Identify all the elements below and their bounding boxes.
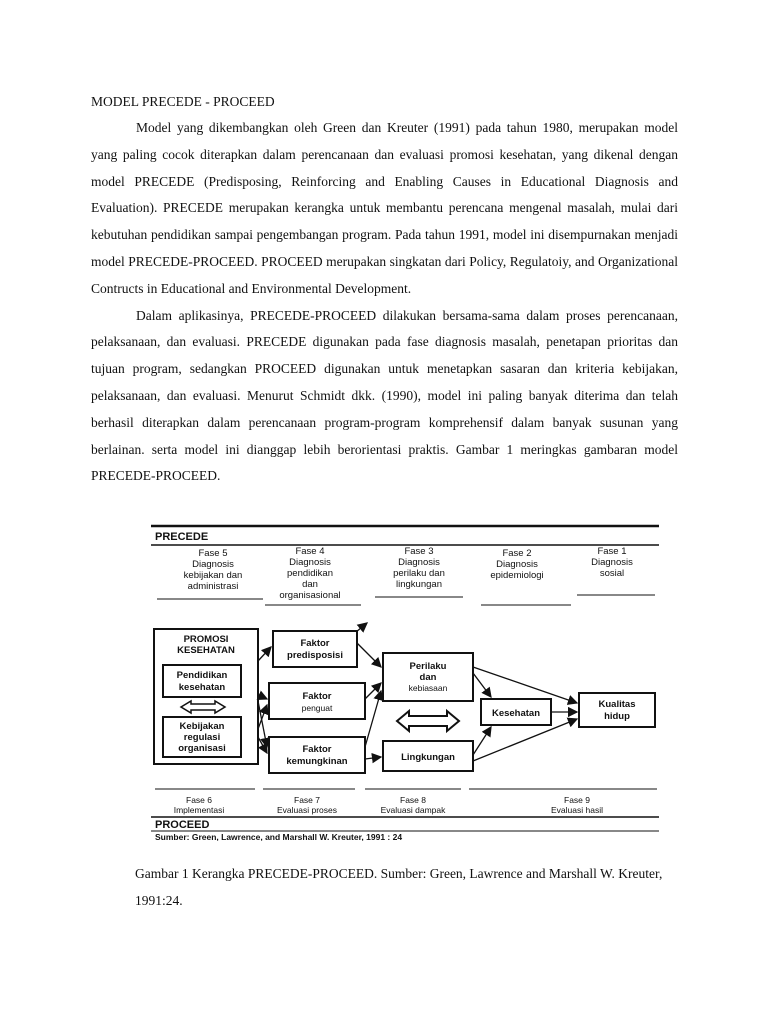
- phase-4-header: [265, 546, 361, 605]
- kemungkinan-label-1: Faktor: [302, 744, 332, 755]
- pendidikan-label-1: Pendidikan: [176, 670, 228, 681]
- document-title: MODEL PRECEDE - PROCEED: [91, 94, 275, 109]
- phase-6-footer: [155, 789, 255, 815]
- svg-text:Fase 1: Fase 1: [597, 546, 627, 557]
- svg-text:administrasi: administrasi: [187, 581, 239, 592]
- paragraph-2: Dalam aplikasinya, PRECEDE-PROCEED dilakukan bersama-sama dalam proses perencanaan, pelaksanaan, dan evaluasi. PRECEDE digunakan pada fase diagnosis masalah, penetapan prioritas dan tujuan program, sedangkan PROCEED digunakan untuk menetapkan sasaran dan kriteria kebijakan, pelaksanaan, dan evaluasi. Menurut Schmidt dkk. (1990), model ini paling banyak diterima dan telah berhasil diterapkan dalam perencanaan program-program komprehensif dalam banyak susunan yang berlainan. serta model ini dianggap lebih berorientasi praktis. Gambar 1 meringkas gambaran model PRECEDE-PROCEED.: [91, 307, 678, 484]
- svg-text:Diagnosis: Diagnosis: [192, 559, 234, 570]
- svg-text:Evaluasi dampak: Evaluasi dampak: [380, 805, 446, 815]
- svg-text:Fase 7: Fase 7: [294, 795, 320, 805]
- svg-text:Diagnosis: Diagnosis: [496, 559, 538, 570]
- kemungkinan-label-2: kemungkinan: [286, 756, 348, 767]
- svg-text:organisasional: organisasional: [279, 590, 341, 601]
- kebijakan-label-3: organisasi: [178, 743, 226, 754]
- svg-text:perilaku dan: perilaku dan: [393, 568, 445, 579]
- svg-text:Evaluasi proses: Evaluasi proses: [276, 805, 338, 815]
- svg-text:sosial: sosial: [599, 568, 625, 579]
- phase-2-header: [481, 548, 571, 605]
- predisposisi-label-2: predisposisi: [287, 650, 343, 661]
- interaction-arrow-icon: [397, 711, 459, 731]
- phase-8-footer: [365, 789, 461, 815]
- svg-text:Fase 4: Fase 4: [295, 546, 325, 557]
- phase-3-header: [375, 546, 463, 597]
- svg-text:Implementasi: Implementasi: [173, 805, 225, 815]
- kualitas-label-1: Kualitas: [598, 699, 636, 710]
- svg-text:Fase 3: Fase 3: [404, 546, 434, 557]
- svg-text:Fase 6: Fase 6: [186, 795, 212, 805]
- figure-source: Sumber: Green, Lawrence, and Marshall W. Kreuter, 1991 : 24: [155, 832, 403, 841]
- penguat-label-2: penguat: [301, 703, 333, 713]
- promosi-label-2: KESEHATAN: [177, 645, 235, 656]
- phase-9-footer: [469, 789, 657, 815]
- svg-text:Fase 5: Fase 5: [198, 548, 228, 559]
- svg-text:Diagnosis: Diagnosis: [398, 557, 440, 568]
- svg-text:dan: dan: [302, 579, 318, 590]
- precede-label: PRECEDE: [155, 531, 209, 543]
- svg-text:kebijakan dan: kebijakan dan: [183, 570, 243, 581]
- promosi-label-1: PROMOSI: [183, 634, 229, 645]
- perilaku-label-3: kebiasaan: [408, 683, 448, 693]
- perilaku-label-1: Perilaku: [409, 661, 447, 672]
- document-body: [91, 88, 678, 490]
- svg-text:Diagnosis: Diagnosis: [591, 557, 633, 568]
- svg-text:Fase 8: Fase 8: [400, 795, 426, 805]
- kebijakan-label-1: Kebijakan: [179, 721, 225, 732]
- precede-proceed-diagram: [151, 523, 659, 841]
- proceed-label: PROCEED: [155, 819, 210, 831]
- precede-proceed-figure: [151, 523, 659, 841]
- svg-text:pendidikan: pendidikan: [287, 568, 333, 579]
- kebijakan-label-2: regulasi: [183, 732, 221, 743]
- phase-7-footer: [263, 789, 355, 815]
- phase-5-header: [157, 548, 263, 599]
- svg-text:epidemiologi: epidemiologi: [490, 570, 544, 581]
- figure-caption: Gambar 1 Kerangka PRECEDE-PROCEED. Sumber: Green, Lawrence and Marshall W. Kreuter, 1991:24.: [135, 866, 663, 908]
- pendidikan-label-2: kesehatan: [178, 682, 226, 693]
- paragraph-1: Model yang dikembangkan oleh Green dan Kreuter (1991) pada tahun 1980, merupakan model yang paling cocok diterapkan dalam perencanaan dan evaluasi promosi kesehatan, yang dikenal dengan model PRECEDE (Predisposing, Reinforcing and Enabling Causes in Educational Diagnosis and Evaluation). PRECEDE merupakan kerangka untuk membantu perencana mengenal masalah, mulai dari kebutuhan pendidikan sampai pengembangan program. Pada tahun 1991, model ini disempurnakan menjadi model PRECEDE-PROCEED. PROCEED merupakan singkatan dari Policy, Regulatoiy, and Organizational Contructs in Educational and Environmental Development.: [91, 120, 678, 296]
- svg-text:Evaluasi hasil: Evaluasi hasil: [551, 805, 603, 815]
- faktor-kemungkinan-box: [269, 737, 365, 773]
- lingkungan-label: Lingkungan: [401, 752, 455, 763]
- svg-text:Diagnosis: Diagnosis: [289, 557, 331, 568]
- phase-1-header: [577, 546, 655, 595]
- faktor-predisposisi-box: [273, 631, 357, 667]
- svg-text:lingkungan: lingkungan: [396, 579, 442, 590]
- svg-text:Fase 9: Fase 9: [564, 795, 590, 805]
- perilaku-label-2: dan: [419, 672, 437, 683]
- predisposisi-label-1: Faktor: [300, 638, 330, 649]
- kesehatan-label: Kesehatan: [491, 708, 541, 719]
- penguat-label-1: Faktor: [302, 691, 332, 702]
- double-arrow-icon: [181, 701, 225, 713]
- kualitas-label-2: hidup: [604, 711, 630, 722]
- svg-text:Fase 2: Fase 2: [502, 548, 532, 559]
